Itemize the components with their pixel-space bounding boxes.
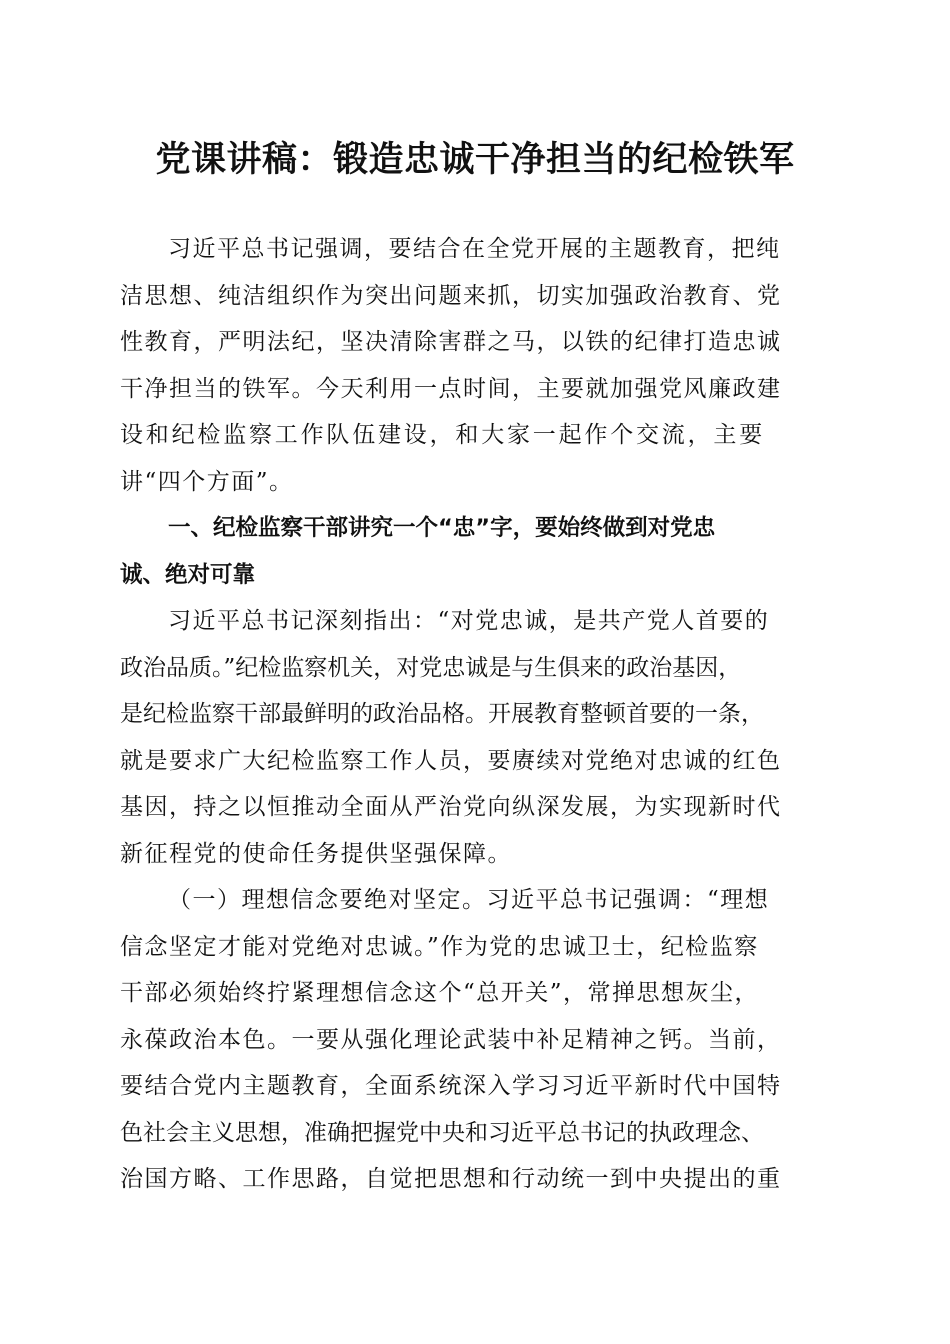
paragraph-line: 干部必须始终拧紧理想信念这个“总开关”，常掸思想灰尘， — [120, 980, 760, 1006]
paragraph-line: 习近平总书记强调，要结合在全党开展的主题教育，把纯 — [168, 236, 781, 262]
document-title: 党课讲稿：锻造忠诚干净担当的纪检铁军 — [155, 139, 795, 180]
paragraph-line: 习近平总书记深刻指出：“对党忠诚，是共产党人首要的 — [168, 608, 770, 634]
section-heading-line: 诚、绝对可靠 — [120, 561, 256, 588]
document-body — [120, 226, 832, 1203]
paragraph-line: 就是要求广大纪检监察工作人员，要赓续对党绝对忠诚的红色 — [120, 747, 782, 774]
paragraph-line: 干净担当的铁军。今天利用一点时间，主要就加强党风廉政建 — [120, 375, 782, 402]
paragraph-line: 色社会主义思想，准确把握党中央和习近平总书记的执政理念、 — [120, 1119, 764, 1146]
paragraph-line: 洁思想、纯洁组织作为突出问题来抓，切实加强政治教育、党 — [120, 282, 782, 309]
paragraph-line: 信念坚定才能对党绝对忠诚。”作为党的忠诚卫士，纪检监察 — [120, 933, 759, 960]
paragraph-line: 基因，持之以恒推动全面从严治党向纵深发展，为实现新时代 — [120, 794, 782, 820]
paragraph-line: （一）理想信念要绝对坚定。习近平总书记强调：“理想 — [168, 887, 770, 913]
paragraph-line: 讲“四个方面”。 — [120, 468, 294, 495]
paragraph-line: 治国方略、工作思路，自觉把思想和行动统一到中央提出的重 — [120, 1166, 782, 1192]
paragraph-line: 新征程党的使命任务提供坚强保障。 — [120, 840, 512, 867]
paragraph-line: 性教育，严明法纪，坚决清除害群之马，以铁的纪律打造忠诚 — [120, 329, 782, 355]
paragraph-line: 永葆政治本色。一要从强化理论武装中补足精神之钙。当前， — [120, 1026, 782, 1053]
paragraph-line: 政治品质。”纪检监察机关，对党忠诚是与生俱来的政治基因， — [120, 654, 742, 681]
section-heading-line: 一、纪检监察干部讲究一个“忠”字，要始终做到对党忠 — [168, 515, 716, 541]
paragraph-line: 设和纪检监察工作队伍建设，和大家一起作个交流，主要 — [120, 422, 765, 448]
paragraph-line: 是纪检监察干部最鲜明的政治品格。开展教育整顿首要的一条， — [120, 701, 764, 727]
paragraph-line: 要结合党内主题教育，全面系统深入学习习近平新时代中国特 — [120, 1073, 782, 1099]
